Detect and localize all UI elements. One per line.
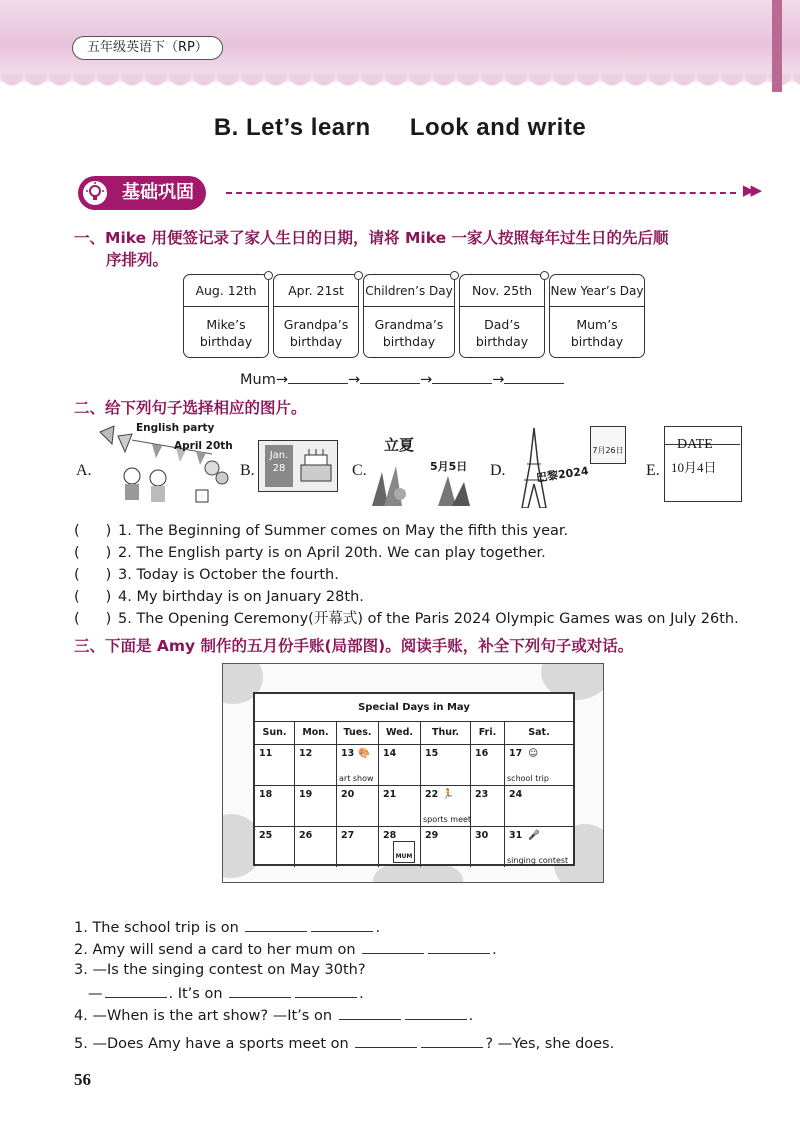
q3-heading: 三、下面是 Amy 制作的五月份手账(局部图)。阅读手账，补全下列句子或对话。: [74, 637, 634, 655]
day-number: 31: [509, 830, 523, 841]
picture-letter-d: D.: [490, 462, 506, 479]
day-number: 21: [383, 789, 397, 800]
event-note: singing contest: [507, 856, 569, 865]
note-date: Children’s Day: [364, 275, 454, 307]
q1-heading: [74, 226, 669, 248]
day-number: 13: [341, 748, 355, 759]
note-what: birthday: [570, 334, 624, 349]
title-part-2: Look and write: [409, 114, 587, 141]
order-answer-row: Mum→ → → →: [240, 370, 564, 388]
q2-sentence: 1. The Beginning of Summer comes on May the fifth this year.: [118, 523, 569, 539]
page-number: 56: [74, 1070, 91, 1089]
calendar-month: Jan.: [269, 450, 289, 461]
picture-letter-b: B.: [240, 462, 255, 479]
answer-blank[interactable]: [311, 918, 373, 932]
answer-paren[interactable]: ( ): [74, 545, 112, 561]
double-arrow-icon: ▶▶: [742, 181, 758, 199]
day-number: 27: [341, 830, 355, 841]
date-picture: [664, 426, 742, 502]
date-value: 10月4日: [671, 460, 717, 475]
answer-paren[interactable]: ( ): [74, 611, 112, 627]
pin-icon: [264, 271, 273, 280]
week-row: [255, 745, 573, 786]
pin-icon: [540, 271, 549, 280]
runner-icon: 🏃: [442, 789, 455, 800]
day-number: 22: [425, 789, 439, 800]
answer-blank[interactable]: [421, 1034, 483, 1048]
page-title: [0, 114, 800, 142]
answer-blank[interactable]: [504, 370, 564, 384]
q2-item: [74, 520, 754, 542]
note-who: Mum’s: [576, 317, 618, 332]
paris-olympics-picture: [508, 424, 632, 508]
note-what: birthday: [382, 334, 436, 349]
note-who: Grandma’s: [374, 317, 444, 332]
weekday-label: Sun.: [255, 722, 295, 744]
q2-sentence: 4. My birthday is on January 28th.: [118, 589, 364, 605]
weekday-row: [255, 722, 573, 745]
day-number: 17: [509, 748, 523, 759]
weekday-label: Mon.: [295, 722, 337, 744]
paris-logo-text: 巴黎2024: [535, 464, 590, 485]
answer-blank[interactable]: [339, 1006, 401, 1020]
note-card: [183, 274, 269, 358]
paris-date: 7月26日: [590, 426, 626, 464]
week-row: [255, 786, 573, 827]
answer-blank[interactable]: [355, 1034, 417, 1048]
calendar-picture: [258, 440, 338, 492]
note-date: Aug. 12th: [184, 275, 268, 307]
weekday-label: Tues.: [337, 722, 379, 744]
event-note: school trip: [507, 774, 549, 783]
picture-letter-a: A.: [76, 462, 92, 479]
date-label: DATE: [677, 437, 713, 452]
answer-blank[interactable]: [288, 370, 348, 384]
lightbulb-icon: [81, 179, 109, 207]
q2-item: [74, 608, 754, 630]
section-badge-label: 基础巩固: [122, 182, 194, 203]
answer-blank[interactable]: [428, 940, 490, 954]
answer-blank[interactable]: [362, 940, 424, 954]
answer-blank[interactable]: [432, 370, 492, 384]
day-number: 26: [299, 830, 313, 841]
day-number: 25: [259, 830, 273, 841]
calendar-title: Special Days in May: [255, 694, 573, 722]
note-who: Dad’s: [484, 317, 520, 332]
q1-text-line2: 序排列。: [106, 251, 169, 269]
note-date: Apr. 21st: [274, 275, 358, 307]
microphone-icon: 🎤: [528, 830, 541, 841]
section-divider: [226, 192, 736, 194]
smiley-icon: ☺: [528, 748, 539, 759]
english-party-picture: [92, 420, 232, 514]
section-badge: [78, 176, 206, 210]
q2-item: [74, 542, 754, 564]
day-number: 29: [425, 830, 439, 841]
card-icon: MUM: [393, 841, 415, 863]
page-edge-tab: [772, 0, 782, 92]
note-date: Nov. 25th: [460, 275, 544, 307]
q2-sentence: 5. The Opening Ceremony(开幕式) of the Paris 2024 Olympic Games was on July 26th.: [118, 611, 739, 627]
answer-paren[interactable]: ( ): [74, 523, 112, 539]
q3-item: — . It’s on .: [88, 986, 364, 1002]
picture-letter-c: C.: [352, 462, 367, 479]
q3-item: 3. —Is the singing contest on May 30th?: [74, 962, 366, 978]
palette-icon: 🎨: [358, 748, 371, 759]
q3-item: 2. Amy will send a card to her mum on .: [74, 942, 497, 958]
q2-sentence: 2. The English party is on April 20th. We can play together.: [118, 545, 546, 561]
note-who: Mike’s: [206, 317, 246, 332]
day-number: 20: [341, 789, 355, 800]
note-card: [459, 274, 545, 358]
note-who: Grandpa’s: [283, 317, 349, 332]
q2-heading: 二、给下列句子选择相应的图片。: [74, 399, 307, 417]
note-card: [363, 274, 455, 358]
q2-sentences: [74, 520, 754, 630]
day-number: 23: [475, 789, 489, 800]
answer-paren[interactable]: ( ): [74, 567, 112, 583]
pin-icon: [450, 271, 459, 280]
beginning-of-summer-picture: [368, 432, 472, 506]
note-date: New Year’s Day: [550, 275, 644, 307]
summer-date: 5月5日: [430, 460, 468, 473]
note-card: [549, 274, 645, 358]
day-number: 24: [509, 789, 523, 800]
answer-blank[interactable]: [405, 1006, 467, 1020]
day-number: 16: [475, 748, 489, 759]
weekday-label: Fri.: [471, 722, 505, 744]
birthday-notes: [183, 274, 643, 358]
q2-sentence: 3. Today is October the fourth.: [118, 567, 339, 583]
q3-item: 1. The school trip is on .: [74, 920, 381, 936]
note-card: [273, 274, 359, 358]
q1-text-line1: Mike 用便签记录了家人生日的日期，请将 Mike 一家人按照每年过生日的先后顺: [105, 229, 669, 247]
note-what: birthday: [475, 334, 529, 349]
q3-item: 5. —Does Amy have a sports meet on ? —Yes, she does.: [74, 1036, 615, 1052]
answer-blank[interactable]: [229, 984, 291, 998]
pin-icon: [354, 271, 363, 280]
week-row: [255, 827, 573, 867]
summer-glyph: 立夏: [384, 436, 415, 454]
weekday-label: Sat.: [528, 727, 550, 738]
day-number: 11: [259, 748, 273, 759]
party-date: April 20th: [174, 440, 233, 452]
day-number: 28: [383, 830, 397, 841]
answer-blank[interactable]: [360, 370, 420, 384]
day-number: 14: [383, 748, 397, 759]
weekday-label: Thur.: [421, 722, 471, 744]
event-note: sports meet: [423, 815, 472, 824]
day-number: 18: [259, 789, 273, 800]
day-number: 12: [299, 748, 313, 759]
note-what: birthday: [289, 334, 343, 349]
party-caption: English party: [136, 422, 215, 434]
weekday-label: Wed.: [379, 722, 421, 744]
calendar-day: 28: [272, 463, 286, 474]
title-part-1: B. Let’s learn: [213, 114, 371, 141]
q1-number: 一、: [74, 229, 106, 247]
day-number: 30: [475, 830, 489, 841]
day-number: 15: [425, 748, 439, 759]
answer-paren[interactable]: ( ): [74, 589, 112, 605]
answer-blank[interactable]: [245, 918, 307, 932]
section-bar: [78, 176, 758, 210]
note-what: birthday: [199, 334, 253, 349]
planner-picture: [222, 663, 604, 883]
day-number: 19: [299, 789, 313, 800]
picture-letter-e: E.: [646, 462, 660, 479]
q3-item: 4. —When is the art show? —It’s on .: [74, 1008, 474, 1024]
order-start: Mum: [240, 372, 276, 388]
q2-item: [74, 586, 754, 608]
answer-blank[interactable]: [295, 984, 357, 998]
q2-item: [74, 564, 754, 586]
grade-tag: 五年级英语下（RP）: [72, 36, 223, 60]
event-note: art show: [339, 774, 374, 783]
answer-blank[interactable]: [105, 984, 167, 998]
may-calendar: [253, 692, 575, 866]
